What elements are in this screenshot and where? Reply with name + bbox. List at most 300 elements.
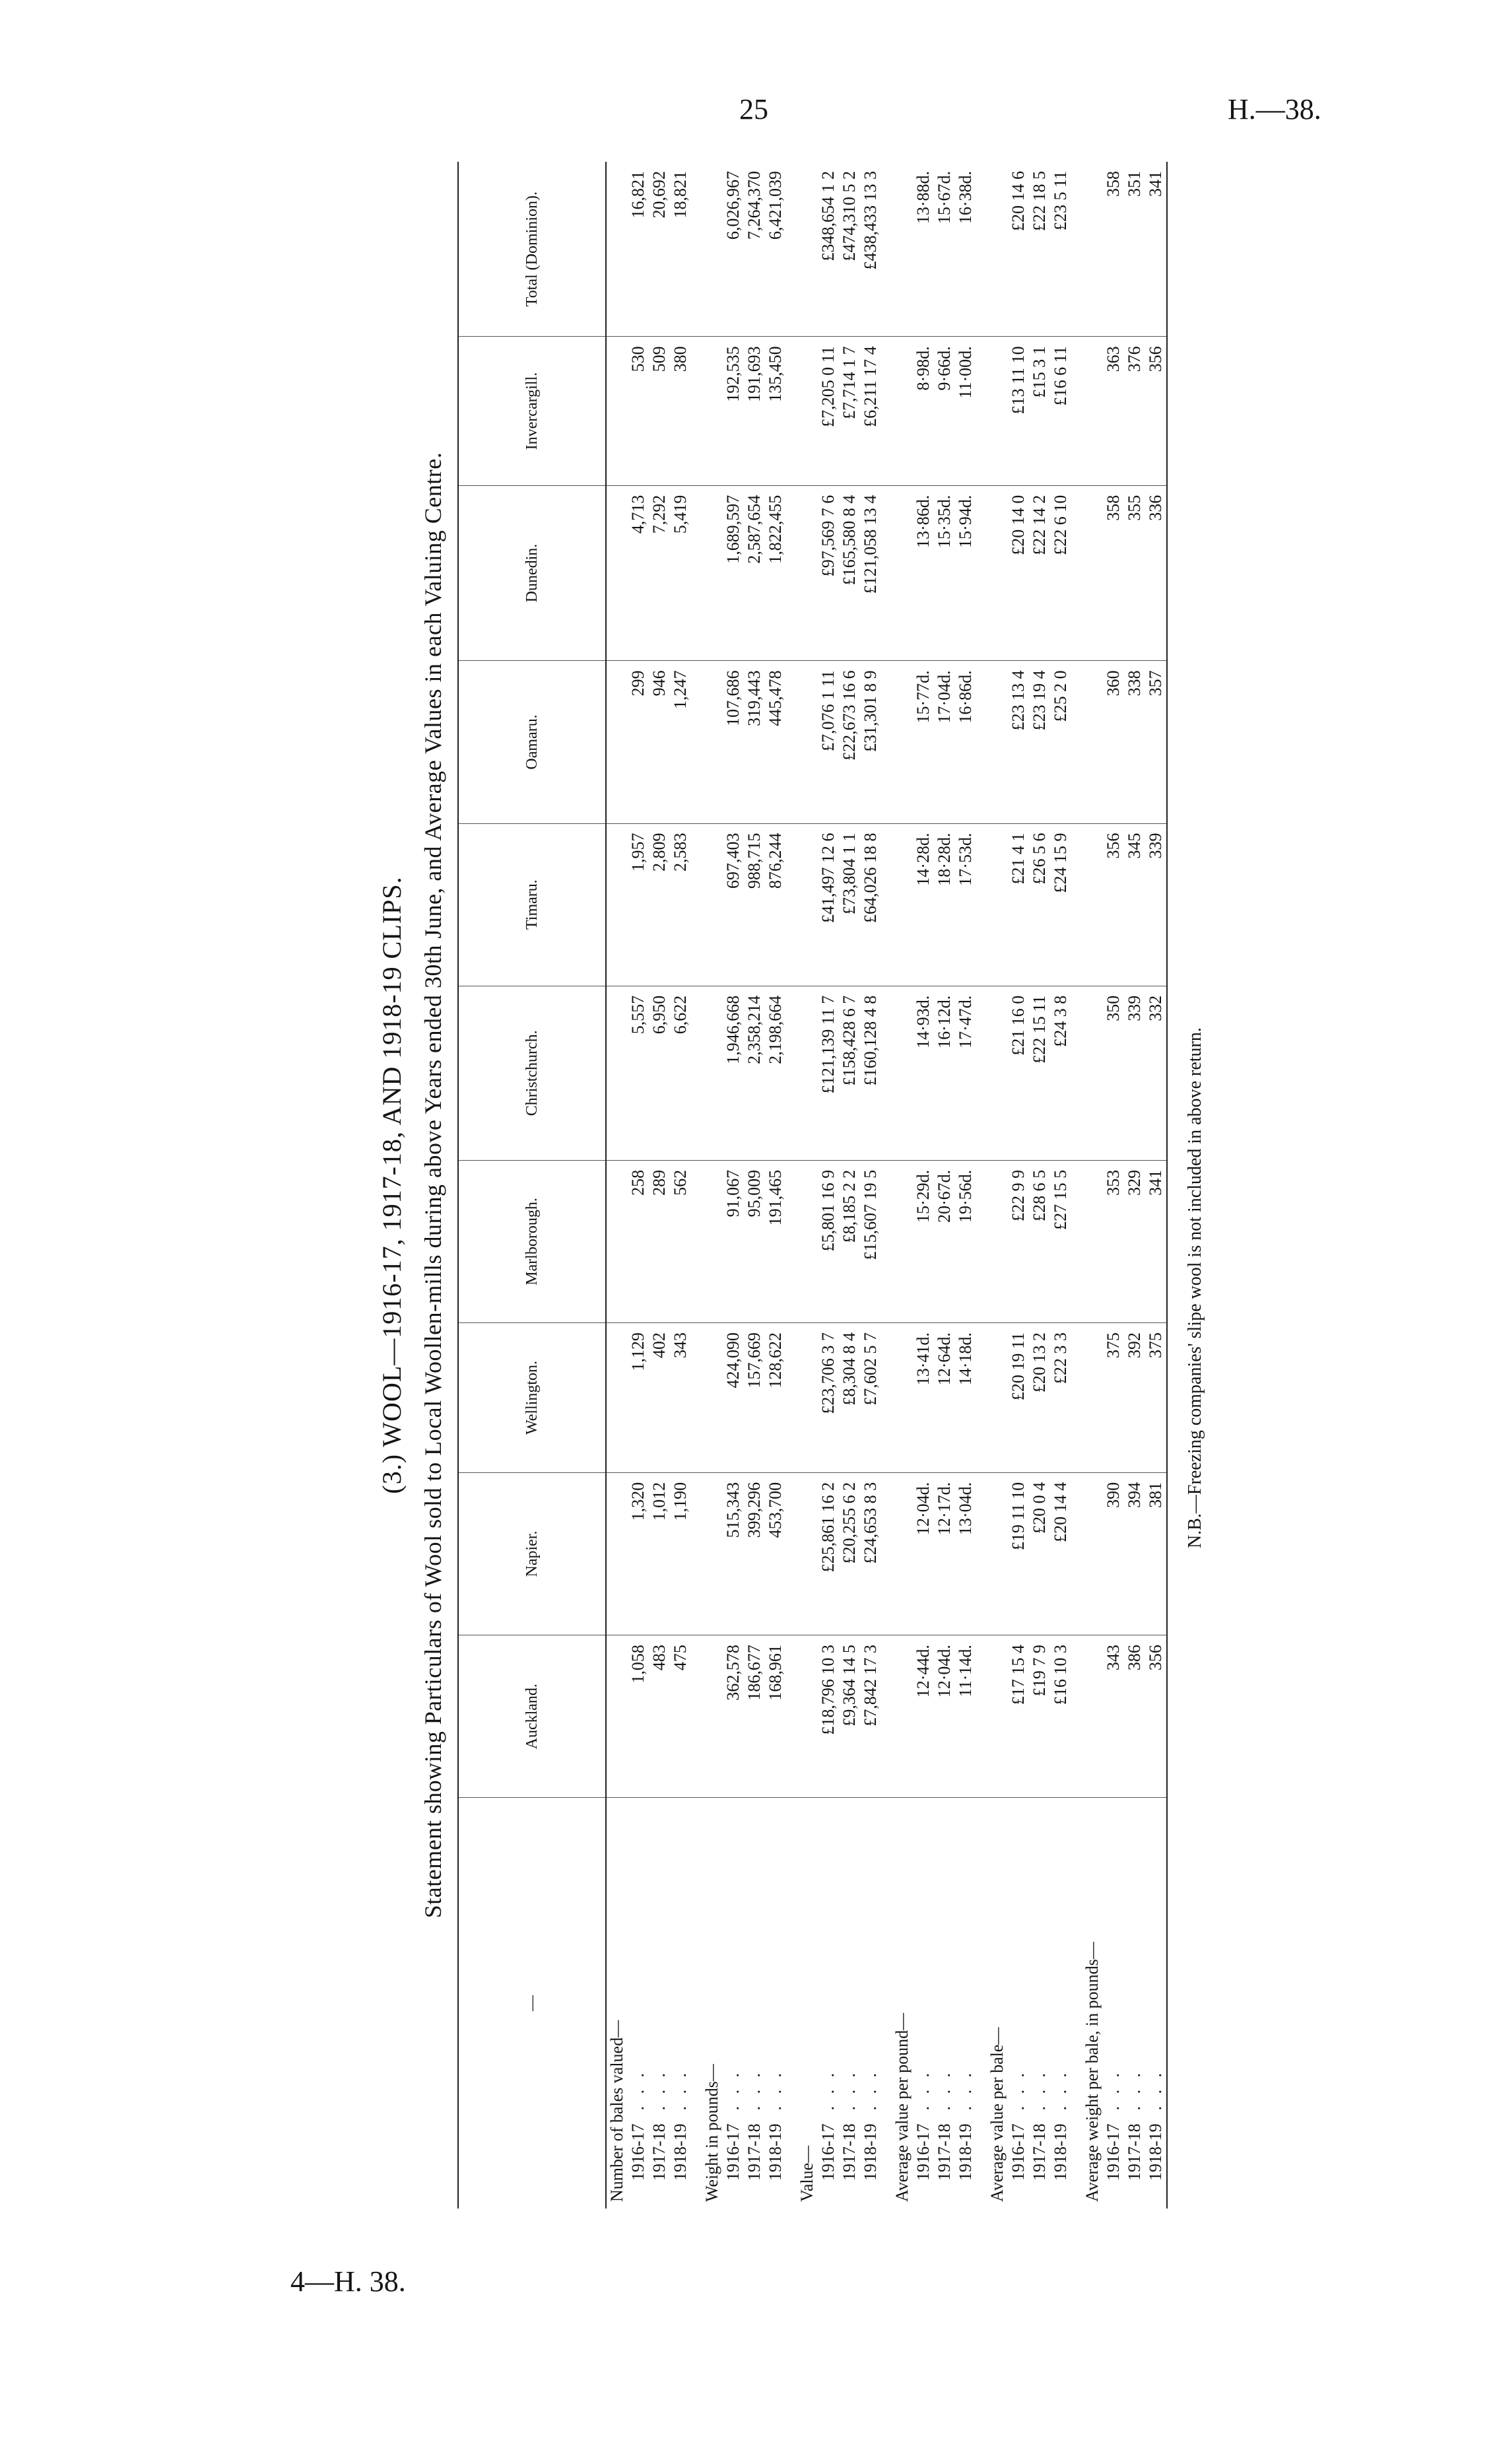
year-label <box>818 1798 839 2208</box>
header-total: Total (Dominion). <box>458 162 606 337</box>
table-cell: £22 9 9 <box>1008 1160 1029 1322</box>
table-cell: 20·67d. <box>934 1160 955 1322</box>
table-cell: 192,535 <box>723 337 744 485</box>
leader-dots: . . . <box>1051 2069 1070 2111</box>
table-cell: 363 <box>1103 337 1124 485</box>
table-cell: 168,961 <box>765 1635 786 1798</box>
year-label <box>723 1798 744 2208</box>
spacer-cell <box>976 1160 987 1322</box>
table-cell: £160,128 4 8 <box>860 986 881 1160</box>
table-cell: 18·28d. <box>934 823 955 986</box>
spacer-cell <box>976 485 987 661</box>
table-cell: £23,706 3 7 <box>818 1323 839 1473</box>
empty-cell <box>987 823 1008 986</box>
empty-cell <box>797 337 818 485</box>
table-cell: 1,129 <box>628 1323 649 1473</box>
empty-cell <box>797 823 818 986</box>
spacer-cell <box>976 337 987 485</box>
empty-cell <box>892 1323 913 1473</box>
year-label <box>670 1798 691 2208</box>
table-cell: £16 10 3 <box>1050 1635 1071 1798</box>
empty-cell <box>702 1323 723 1473</box>
year-label <box>744 1798 765 2208</box>
table-cell: £22,673 16 6 <box>839 661 860 823</box>
spacer-cell <box>976 1323 987 1473</box>
table-row <box>670 162 691 2208</box>
spacer-cell <box>691 337 702 485</box>
spacer-cell <box>976 986 987 1160</box>
table-cell: 381 <box>1145 1472 1167 1635</box>
table-cell: 157,669 <box>744 1323 765 1473</box>
empty-cell <box>702 1472 723 1635</box>
table-cell: 95,009 <box>744 1160 765 1322</box>
spacer-cell <box>881 1635 892 1798</box>
table-cell: 16·12d. <box>934 986 955 1160</box>
table-cell: £158,428 6 7 <box>839 986 860 1160</box>
spacer-cell <box>691 823 702 986</box>
table-cell: 6,950 <box>649 986 670 1160</box>
empty-cell <box>606 661 628 823</box>
table-cell: 376 <box>1124 337 1145 485</box>
table-cell: £348,654 1 2 <box>818 162 839 337</box>
table-cell: 6,421,039 <box>765 162 786 337</box>
spacer-cell <box>881 986 892 1160</box>
table-cell: 424,090 <box>723 1323 744 1473</box>
year-text: 1917-18 <box>840 2123 859 2181</box>
group-spacer <box>976 162 987 2208</box>
table-cell: 15·94d. <box>955 485 976 661</box>
table-cell: 186,677 <box>744 1635 765 1798</box>
table-cell: £31,301 8 9 <box>860 661 881 823</box>
empty-cell <box>606 485 628 661</box>
group-label: Value— <box>797 2145 816 2202</box>
empty-cell <box>987 986 1008 1160</box>
spacer-cell <box>786 823 797 986</box>
table-cell: £20 14 4 <box>1050 1472 1071 1635</box>
header-dunedin: Dunedin. <box>458 485 606 661</box>
table-cell: £26 5 6 <box>1029 823 1050 986</box>
spacer-cell <box>786 337 797 485</box>
empty-cell <box>987 1635 1008 1798</box>
empty-cell <box>987 337 1008 485</box>
leader-dots: . . . <box>628 2069 648 2111</box>
leader-dots: . . . <box>914 2069 933 2111</box>
empty-cell <box>797 986 818 1160</box>
table-body <box>606 162 1167 2208</box>
year-label <box>1124 1798 1145 2208</box>
table-cell: 14·93d. <box>913 986 934 1160</box>
empty-cell <box>797 485 818 661</box>
spacer-cell <box>1071 1160 1082 1322</box>
empty-cell <box>1082 986 1103 1160</box>
leader-dots: . . . <box>745 2069 764 2111</box>
table-cell: 360 <box>1103 661 1124 823</box>
table-cell: 135,450 <box>765 337 786 485</box>
table-cell: 107,686 <box>723 661 744 823</box>
table-row <box>839 162 860 2208</box>
group-spacer <box>881 162 892 2208</box>
table-cell: 515,343 <box>723 1472 744 1635</box>
spacer-cell <box>691 986 702 1160</box>
table-cell: 13·41d. <box>913 1323 934 1473</box>
table-cell: 483 <box>649 1635 670 1798</box>
table-cell: 1,689,597 <box>723 485 744 661</box>
table-cell: £15,607 19 5 <box>860 1160 881 1322</box>
table-cell: £9,364 14 5 <box>839 1635 860 1798</box>
group-heading-row <box>892 162 913 2208</box>
table-cell: 1,247 <box>670 661 691 823</box>
year-text: 1916-17 <box>818 2123 838 2181</box>
table-cell: 17·53d. <box>955 823 976 986</box>
spacer-cell <box>976 661 987 823</box>
empty-cell <box>987 162 1008 337</box>
table-cell: 7,292 <box>649 485 670 661</box>
table-cell: 1,957 <box>628 823 649 986</box>
table-cell: £20 13 2 <box>1029 1323 1050 1473</box>
leader-dots: . . . <box>818 2069 838 2111</box>
section-title: (3.) WOOL—1916-17, 1917-18, AND 1918-19 CLIPS. <box>377 876 407 1494</box>
table-cell: 1,946,668 <box>723 986 744 1160</box>
empty-cell <box>892 1635 913 1798</box>
header-napier: Napier. <box>458 1472 606 1635</box>
table-cell: £20 14 6 <box>1008 162 1029 337</box>
table-cell: 258 <box>628 1160 649 1322</box>
empty-cell <box>987 1323 1008 1473</box>
table-cell: 339 <box>1145 823 1167 986</box>
spacer-cell <box>976 1635 987 1798</box>
table-row <box>1029 162 1050 2208</box>
table-cell: £22 18 5 <box>1029 162 1050 337</box>
empty-cell <box>1082 1472 1103 1635</box>
table-cell: 332 <box>1145 986 1167 1160</box>
year-text: 1917-18 <box>745 2123 764 2181</box>
table-cell: 13·86d. <box>913 485 934 661</box>
empty-cell <box>702 337 723 485</box>
table-row <box>1050 162 1071 2208</box>
spacer-cell <box>881 162 892 337</box>
spacer-cell <box>881 1323 892 1473</box>
spacer-cell <box>786 1798 797 2208</box>
empty-cell <box>702 1635 723 1798</box>
table-cell: 18,821 <box>670 162 691 337</box>
spacer-cell <box>976 1472 987 1635</box>
table-cell: 14·28d. <box>913 823 934 986</box>
year-label <box>765 1798 786 2208</box>
table-cell: 12·04d. <box>913 1472 934 1635</box>
group-heading-row <box>987 162 1008 2208</box>
group-label: Weight in pounds— <box>702 2064 721 2202</box>
table-row <box>1103 162 1124 2208</box>
header-oamaru: Oamaru. <box>458 661 606 823</box>
table-cell: 453,700 <box>765 1472 786 1635</box>
table-cell: £474,310 5 2 <box>839 162 860 337</box>
table-cell: 1,320 <box>628 1472 649 1635</box>
spacer-cell <box>1071 661 1082 823</box>
table-cell: £21 16 0 <box>1008 986 1029 1160</box>
table-cell: 6,026,967 <box>723 162 744 337</box>
group-spacer <box>691 162 702 2208</box>
table-cell: 358 <box>1103 162 1124 337</box>
table-cell: £97,569 7 6 <box>818 485 839 661</box>
spacer-cell <box>786 1635 797 1798</box>
leader-dots: . . . <box>766 2069 785 2111</box>
table-cell: 16,821 <box>628 162 649 337</box>
table-cell: £5,801 16 9 <box>818 1160 839 1322</box>
table-cell: 299 <box>628 661 649 823</box>
table-cell: 16·38d. <box>955 162 976 337</box>
group-heading-row <box>702 162 723 2208</box>
table-cell: 339 <box>1124 986 1145 1160</box>
table-cell: 14·18d. <box>955 1323 976 1473</box>
table-cell: £73,804 1 1 <box>839 823 860 986</box>
spacer-cell <box>786 485 797 661</box>
spacer-cell <box>881 1160 892 1322</box>
page-number: 25 <box>739 93 768 125</box>
year-text: 1918-19 <box>1146 2123 1165 2181</box>
table-cell: 338 <box>1124 661 1145 823</box>
empty-cell <box>1082 1323 1103 1473</box>
table-cell: 356 <box>1145 1635 1167 1798</box>
spacer-cell <box>976 1798 987 2208</box>
empty-cell <box>892 1160 913 1322</box>
table-cell: 7,264,370 <box>744 162 765 337</box>
table-cell: 475 <box>670 1635 691 1798</box>
table-row <box>723 162 744 2208</box>
table-cell: 697,403 <box>723 823 744 986</box>
leader-dots: . . . <box>1104 2069 1123 2111</box>
table-cell: 15·29d. <box>913 1160 934 1322</box>
leader-dots: . . . <box>1009 2069 1028 2111</box>
group-label: Average value per pound— <box>892 2012 912 2202</box>
empty-cell <box>892 823 913 986</box>
table-cell: 9·66d. <box>934 337 955 485</box>
empty-cell <box>892 162 913 337</box>
year-label <box>839 1798 860 2208</box>
empty-cell <box>606 337 628 485</box>
leader-dots: . . . <box>1030 2069 1049 2111</box>
table-cell: £7,602 5 7 <box>860 1323 881 1473</box>
table-cell: £17 15 4 <box>1008 1635 1029 1798</box>
spacer-cell <box>786 1472 797 1635</box>
year-label <box>1103 1798 1124 2208</box>
table-cell: £18,796 10 3 <box>818 1635 839 1798</box>
table-cell: 390 <box>1103 1472 1124 1635</box>
table-cell: 394 <box>1124 1472 1145 1635</box>
empty-cell <box>892 337 913 485</box>
table-cell: £23 19 4 <box>1029 661 1050 823</box>
spacer-cell <box>786 661 797 823</box>
table-cell: 343 <box>1103 1635 1124 1798</box>
table-row <box>818 162 839 2208</box>
empty-cell <box>606 162 628 337</box>
table-cell: 17·47d. <box>955 986 976 1160</box>
table-cell: 402 <box>649 1323 670 1473</box>
table-row <box>649 162 670 2208</box>
spacer-cell <box>1071 162 1082 337</box>
empty-cell <box>702 485 723 661</box>
table-row <box>955 162 976 2208</box>
header-wellington: Wellington. <box>458 1323 606 1473</box>
empty-cell <box>702 986 723 1160</box>
table-cell: £121,058 13 4 <box>860 485 881 661</box>
table-row <box>744 162 765 2208</box>
empty-cell <box>892 485 913 661</box>
table-header-row <box>458 162 606 2208</box>
spacer-cell <box>881 1472 892 1635</box>
leader-dots: . . . <box>861 2069 880 2111</box>
table-cell: 876,244 <box>765 823 786 986</box>
empty-cell <box>606 1160 628 1322</box>
empty-cell <box>606 823 628 986</box>
group-heading-row <box>1082 162 1103 2208</box>
table-row <box>934 162 955 2208</box>
spacer-cell <box>1071 1635 1082 1798</box>
table-cell: 12·64d. <box>934 1323 955 1473</box>
year-text: 1916-17 <box>1009 2123 1028 2181</box>
table-cell: 191,465 <box>765 1160 786 1322</box>
table-cell: 1,822,455 <box>765 485 786 661</box>
empty-cell <box>606 1635 628 1798</box>
table-row <box>765 162 786 2208</box>
empty-cell <box>797 1323 818 1473</box>
table-cell: 13·04d. <box>955 1472 976 1635</box>
table-cell: 12·44d. <box>913 1635 934 1798</box>
empty-cell <box>797 661 818 823</box>
year-label <box>955 1798 976 2208</box>
table-cell: 8·98d. <box>913 337 934 485</box>
table-cell: 380 <box>670 337 691 485</box>
spacer-cell <box>691 661 702 823</box>
group-spacer <box>1071 162 1082 2208</box>
year-text: 1918-19 <box>861 2123 880 2181</box>
table-cell: 562 <box>670 1160 691 1322</box>
table-cell: £20 0 4 <box>1029 1472 1050 1635</box>
table-cell: 399,296 <box>744 1472 765 1635</box>
table-cell: 341 <box>1145 162 1167 337</box>
spacer-cell <box>691 1160 702 1322</box>
table-cell: £24,653 8 3 <box>860 1472 881 1635</box>
spacer-cell <box>881 485 892 661</box>
table-cell: 128,622 <box>765 1323 786 1473</box>
spacer-cell <box>881 1798 892 2208</box>
table-cell: 2,358,214 <box>744 986 765 1160</box>
footnote: N.B.—Freezing companies' slipe wool is not included in above return. <box>1185 1027 1205 1548</box>
table-cell: 386 <box>1124 1635 1145 1798</box>
table-cell: 362,578 <box>723 1635 744 1798</box>
table-cell: 289 <box>649 1160 670 1322</box>
leader-dots: . . . <box>1146 2069 1165 2111</box>
empty-cell <box>987 1160 1008 1322</box>
table-cell: 5,557 <box>628 986 649 1160</box>
header-timaru: Timaru. <box>458 823 606 986</box>
table-cell: 91,067 <box>723 1160 744 1322</box>
spacer-cell <box>881 823 892 986</box>
table-cell: 530 <box>628 337 649 485</box>
table-cell: 341 <box>1145 1160 1167 1322</box>
year-text: 1918-19 <box>956 2123 975 2181</box>
table-cell: £23 5 11 <box>1050 162 1071 337</box>
empty-cell <box>987 1472 1008 1635</box>
year-text: 1917-18 <box>649 2123 669 2181</box>
table-cell: 445,478 <box>765 661 786 823</box>
table-cell: 509 <box>649 337 670 485</box>
table-cell: £20,255 6 2 <box>839 1472 860 1635</box>
year-text: 1916-17 <box>628 2123 648 2181</box>
spacer-cell <box>881 661 892 823</box>
table-cell: 355 <box>1124 485 1145 661</box>
table-cell: 356 <box>1145 337 1167 485</box>
empty-cell <box>797 1635 818 1798</box>
table-cell: 6,622 <box>670 986 691 1160</box>
header-invercargill: Invercargill. <box>458 337 606 485</box>
table-cell: £20 14 0 <box>1008 485 1029 661</box>
year-label <box>860 1798 881 2208</box>
empty-cell <box>702 823 723 986</box>
table-cell: £19 7 9 <box>1029 1635 1050 1798</box>
spacer-cell <box>691 485 702 661</box>
year-text: 1916-17 <box>1104 2123 1123 2181</box>
table-cell: £19 11 10 <box>1008 1472 1029 1635</box>
spacer-cell <box>976 823 987 986</box>
table-cell: 356 <box>1103 823 1124 986</box>
table-cell: 17·04d. <box>934 661 955 823</box>
table-cell: 375 <box>1145 1323 1167 1473</box>
year-label <box>628 1798 649 2208</box>
spacer-cell <box>1071 1798 1082 2208</box>
table-cell: £8,304 8 4 <box>839 1323 860 1473</box>
table-cell: 12·17d. <box>934 1472 955 1635</box>
group-label: Number of bales valued— <box>607 2020 626 2202</box>
year-label <box>1029 1798 1050 2208</box>
table-cell: £28 6 5 <box>1029 1160 1050 1322</box>
empty-cell <box>892 986 913 1160</box>
table-cell: £13 11 10 <box>1008 337 1029 485</box>
table-cell: £25 2 0 <box>1050 661 1071 823</box>
table-cell: 375 <box>1103 1323 1124 1473</box>
footer-reference: 4—H. 38. <box>290 2265 406 2298</box>
page-reference: H.—38. <box>1228 93 1321 125</box>
year-label <box>1145 1798 1167 2208</box>
spacer-cell <box>1071 823 1082 986</box>
table-row <box>860 162 881 2208</box>
table-cell: £7,842 17 3 <box>860 1635 881 1798</box>
spacer-cell <box>1071 986 1082 1160</box>
empty-cell <box>1082 1635 1103 1798</box>
table-cell: £64,026 18 8 <box>860 823 881 986</box>
empty-cell <box>892 1472 913 1635</box>
empty-cell <box>1082 485 1103 661</box>
empty-cell <box>797 162 818 337</box>
table-cell: 191,693 <box>744 337 765 485</box>
table-row <box>1145 162 1167 2208</box>
spacer-cell <box>1071 485 1082 661</box>
table-cell: 1,012 <box>649 1472 670 1635</box>
table-cell: 4,713 <box>628 485 649 661</box>
table-cell: 5,419 <box>670 485 691 661</box>
table-cell: £7,205 0 11 <box>818 337 839 485</box>
table-cell: £24 3 8 <box>1050 986 1071 1160</box>
year-text: 1918-19 <box>766 2123 785 2181</box>
empty-cell <box>1082 1160 1103 1322</box>
group-label: Average weight per bale, in pounds— <box>1082 1942 1102 2202</box>
leader-dots: . . . <box>956 2069 975 2111</box>
table-cell: 946 <box>649 661 670 823</box>
table-cell: £27 15 5 <box>1050 1160 1071 1322</box>
table-cell: 353 <box>1103 1160 1124 1322</box>
spacer-cell <box>691 1798 702 2208</box>
empty-cell <box>606 1472 628 1635</box>
spacer-cell <box>786 162 797 337</box>
